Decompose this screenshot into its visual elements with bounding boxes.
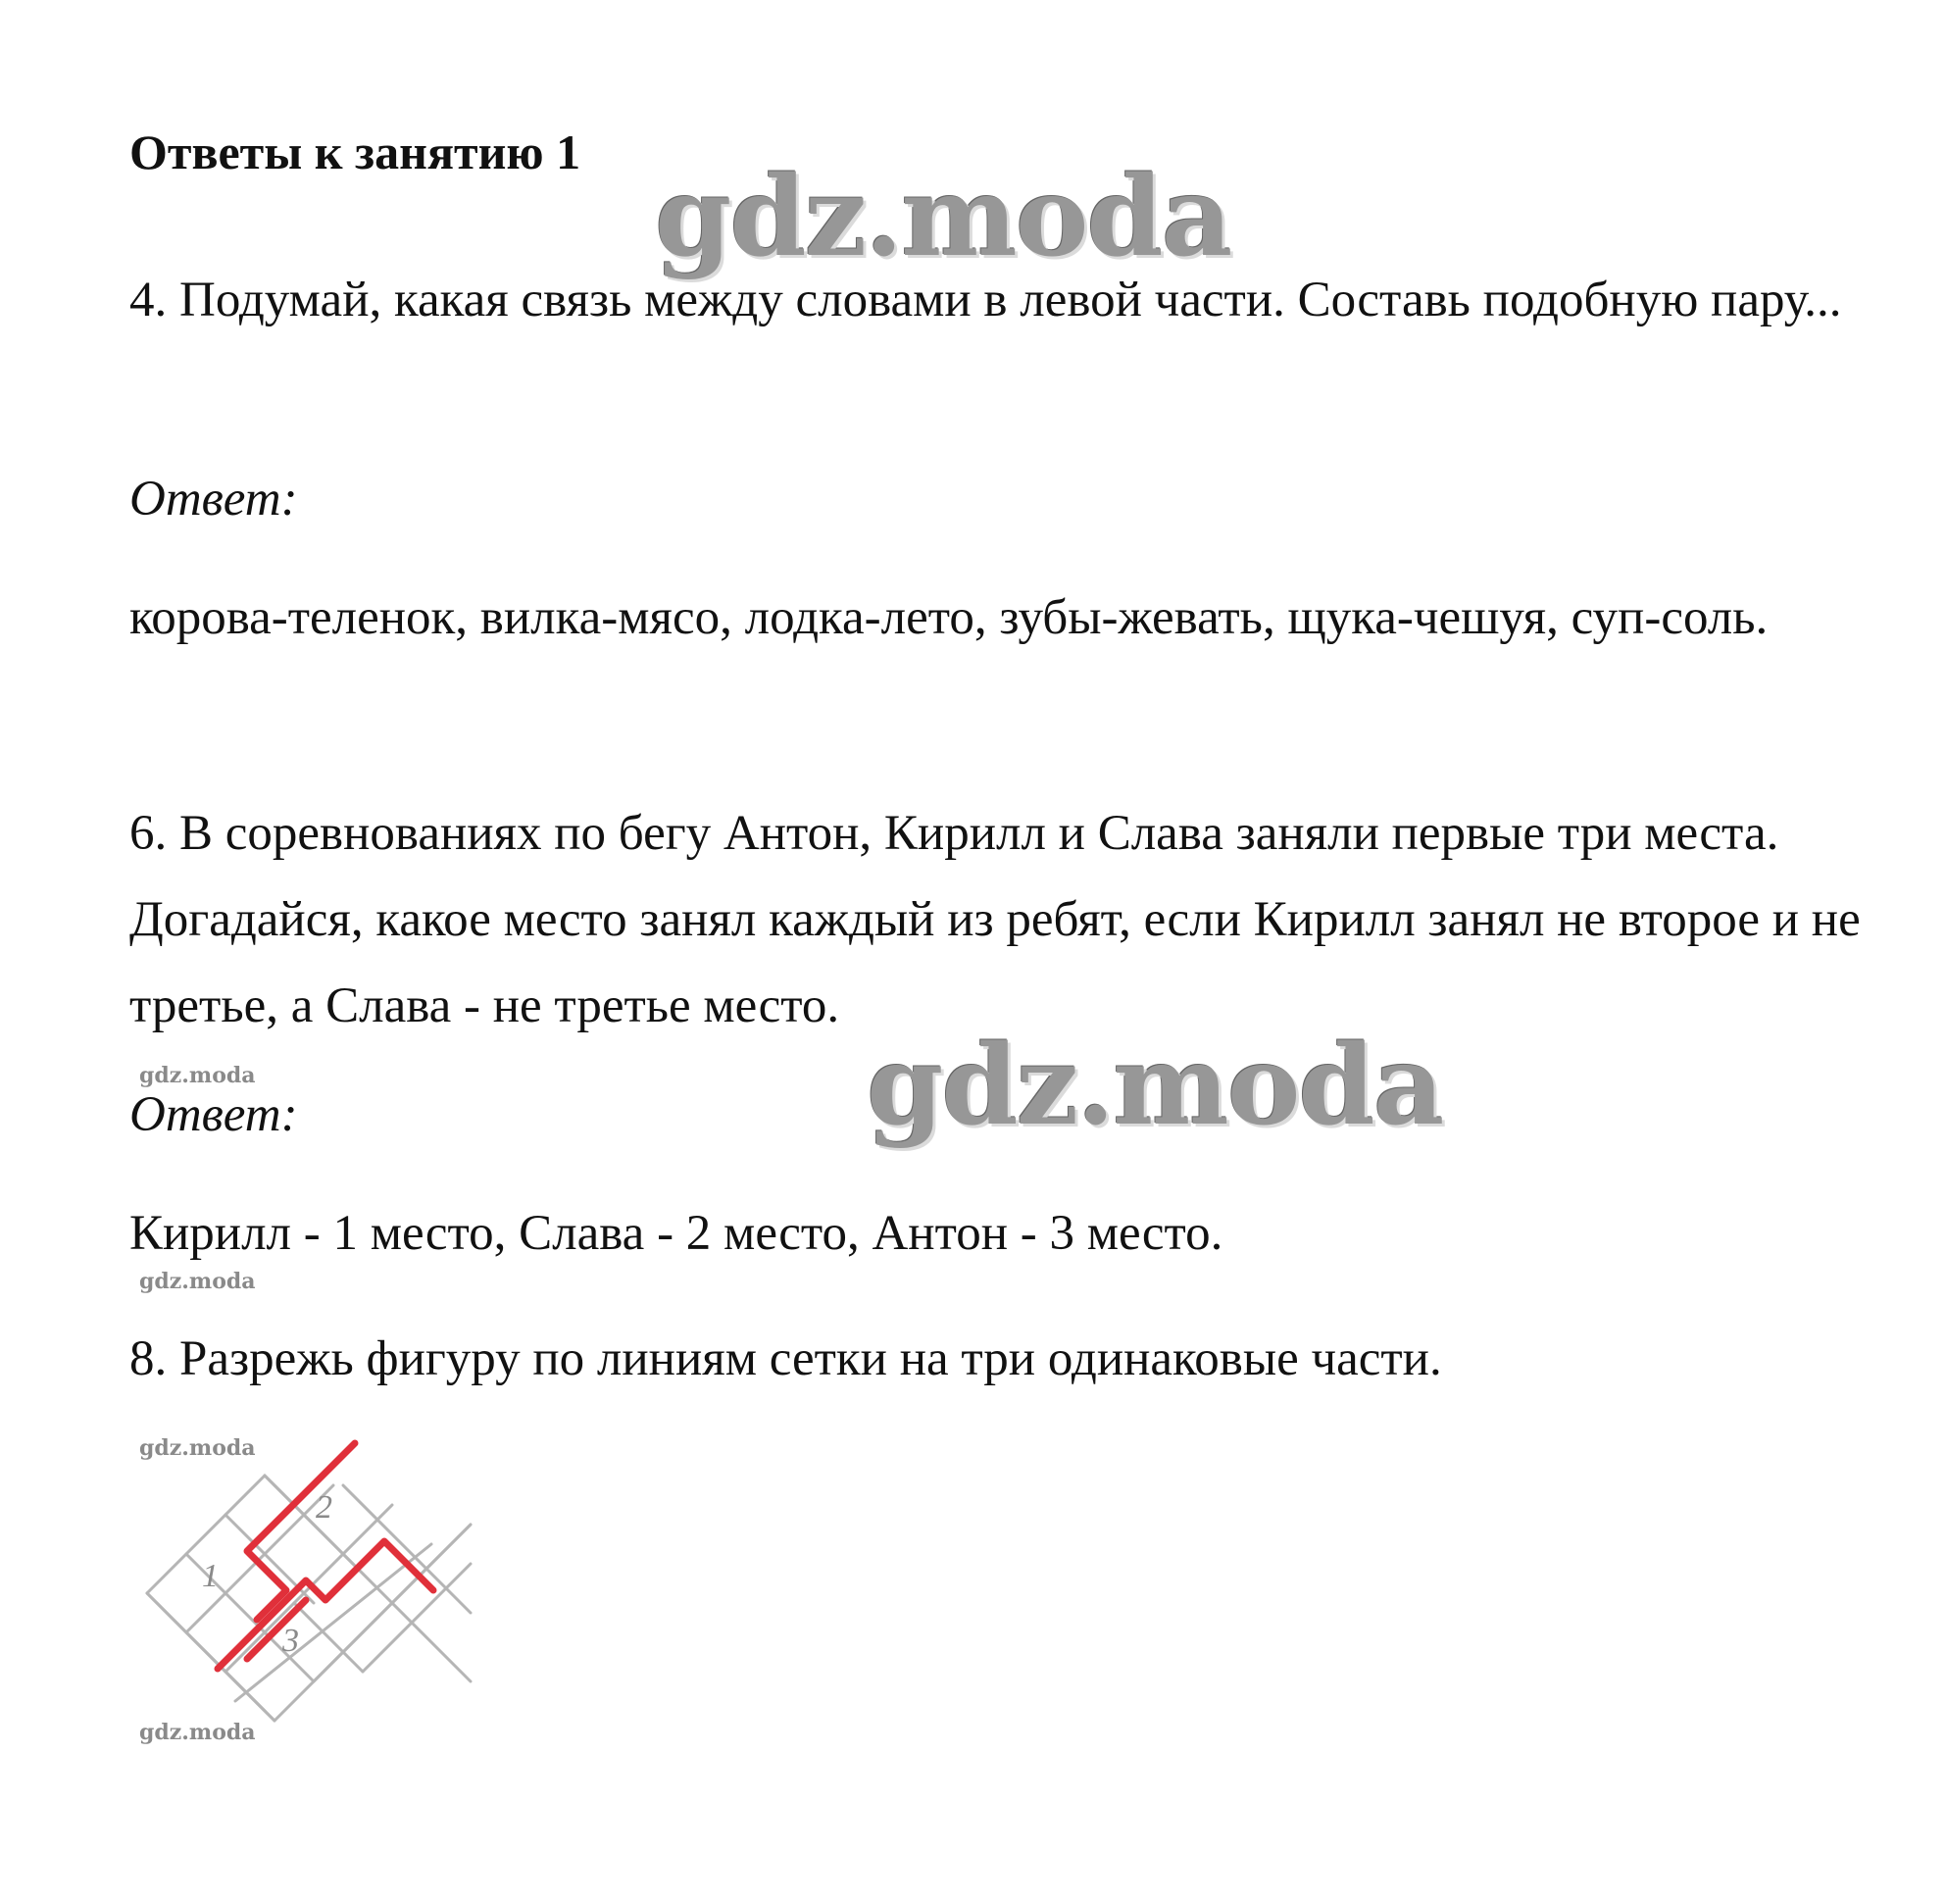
task-8-question: 8. Разрежь фигуру по линиям сетки на три одинаковые части. [129,1331,1442,1386]
part-label-3: 3 [282,1623,299,1659]
watermark-small-3: gdz.moda [139,1435,256,1461]
watermark-small-1: gdz.moda [139,1063,256,1088]
page-title: Ответы к занятию 1 [129,125,581,179]
task-6-answer: Кирилл - 1 место, Слава - 2 место, Антон - 3 место. [129,1206,1223,1261]
task-4-answer-label: Ответ: [129,472,298,526]
watermark-large-top: gdz.moda [655,153,1231,281]
watermark-small-4: gdz.moda [139,1720,256,1745]
part-label-2: 2 [316,1489,332,1526]
watermark-large-middle: gdz.moda [867,1022,1443,1150]
figure-grid [147,1476,471,1721]
task-6-answer-label: Ответ: [129,1087,298,1142]
part-label-1: 1 [202,1558,219,1594]
task-6-question: 6. В соревнованиях по бегу Антон, Кирилл и Слава заняли первые три места. Догадайся, какое место занял каждый из ребят, если Кирилл занял не второе и не третье, а Слава - не третье место. [129,806,1861,1033]
task-4-answer: корова-теленок, вилка-мясо, лодка-лето, зубы-жевать, щука-чешуя, суп-соль. [129,590,1769,645]
watermark-small-2: gdz.moda [139,1269,256,1294]
task-4-question: 4. Подумай, какая связь между словами в левой части. Составь подобную пару... [129,273,1842,327]
